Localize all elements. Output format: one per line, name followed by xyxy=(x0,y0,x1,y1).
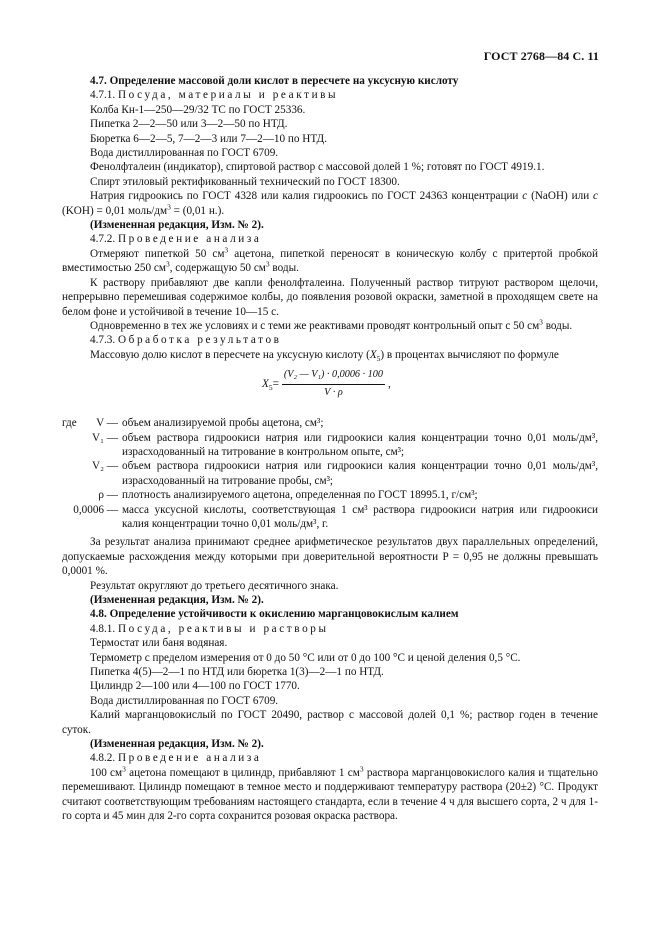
paragraph: К раствору прибавляют две капли фенолфталеина. Полученный раствор титруют раствором щелочи, непрерывно перемешивая содержимое колбы, до появления розовой окраски, заметной в проходящем свете на белом фоне и устойчивой в течение 10—15 с. xyxy=(62,276,598,318)
subsection-heading-4-7-3: 4.7.3. Обработка результатов xyxy=(90,334,282,347)
list-item: Бюретка 6—2—5, 7—2—3 или 7—2—10 по НТД. xyxy=(90,132,327,145)
paragraph: Калий марганцовокислый по ГОСТ 20490, раствор с массовой долей 0,1 %; раствор годен в течение суток. xyxy=(62,709,598,736)
variable-symbol: V₁ — xyxy=(92,431,118,444)
paragraph: Результат округляют до третьего десятичного знака. xyxy=(90,579,339,592)
variable-definitions xyxy=(62,416,598,531)
list-item: Цилиндр 2—100 или 4—100 по ГОСТ 1770. xyxy=(90,680,300,693)
variable-definition xyxy=(62,416,598,430)
naoh-paragraph: Натрия гидроокись по ГОСТ 4328 или калия гидроокись по ГОСТ 24363 концентрации c (NaOH) или c (KOH) = 0,01 моль/$дм^3 = (0,01$ н.). xyxy=(62,190,599,217)
section-heading-4-8: 4.8. Определение устойчивости к окислению марганцовокислым калием xyxy=(90,608,459,621)
list-item: Спирт этиловый ректификованный технический по ГОСТ 18300. xyxy=(90,175,400,188)
variable-definition xyxy=(62,488,598,502)
list-item: Термостат или баня водяная. xyxy=(90,637,228,650)
variable-symbol: V₂ — xyxy=(92,460,118,473)
subsection-heading-4-8-1: 4.8.1. Посуда, реактивы и растворы xyxy=(90,622,329,635)
paragraph: Одновременно в тех же условиях и с теми же реактивами проводят контрольный опыт с 50 $см^3$ воды. xyxy=(90,317,573,332)
revision-note: (Измененная редакция, Изм. № 2). xyxy=(90,594,264,606)
variable-symbol: 0,0006 — xyxy=(73,503,118,516)
paragraph: Отмеряют пипеткой 50 $см^3$ ацетона, пипеткой переносят в коническую колбу с притертой пробкой вместимостью 250 $см^3$, содержащую 50 $см^3$ воды. xyxy=(62,245,598,275)
subsection-heading-4-7-2: 4.7.2. Проведение анализа xyxy=(90,233,262,246)
page-header: ГОСТ 2768—84 С. 11 xyxy=(483,49,599,63)
variable-definition xyxy=(62,431,598,460)
paragraph: Массовую долю кислот в пересчете на уксусную кислоту $(X_5)$ в процентах вычисляют по формуле xyxy=(90,348,559,363)
variable-definition xyxy=(62,459,598,488)
formula-denominator: V · ρ xyxy=(324,386,343,398)
subsection-heading-4-7-1: 4.7.1. Посуда, материалы и реактивы xyxy=(90,89,339,102)
revision-note: (Измененная редакция, Изм. № 2). xyxy=(90,219,264,232)
list-item: Пипетка 2—2—50 или 3—2—50 по НТД. xyxy=(90,118,288,131)
document-body xyxy=(62,74,598,824)
revision-note: (Измененная редакция, Изм. № 2). xyxy=(90,738,264,751)
variable-definition xyxy=(62,503,598,532)
list-item: Пипетка 4(5)—2—1 по НТД или бюретка 1(3)—2—1 по НТД. xyxy=(90,666,384,679)
list-item: Вода дистиллированная по ГОСТ 6709. xyxy=(90,694,279,707)
where-word: где xyxy=(62,417,77,430)
formula-tail: , xyxy=(387,377,391,390)
formula-eq: = xyxy=(272,377,279,390)
variable-text: объем анализируемой пробы ацетона, см³; xyxy=(122,417,324,430)
section-heading-4-7: 4.7. Определение массовой доли кислот в пересчете на уксусную кислоту xyxy=(90,75,459,87)
formula-lhs: $X_5$ xyxy=(262,377,273,393)
variable-text: масса уксусной кислоты, соответствующая 1 см³ раствора гидроокиси натрия или гидроокиси калия концентрации точно 0,01 моль/дм³, г. xyxy=(122,503,598,530)
variable-symbol: ρ — xyxy=(98,489,118,502)
variable-text: объем раствора гидроокиси натрия или гидроокиси калия концентрации точно 0,01 моль/дм³, израсходованный на титрование в контрольном опыте, см³; xyxy=(122,431,598,458)
formula xyxy=(62,366,598,408)
list-item: Фенолфталеин (индикатор), спиртовой раствор с массовой долей 1 %; готовят по ГОСТ 4919.1. xyxy=(90,161,545,174)
list-item: Вода дистиллированная по ГОСТ 6709. xyxy=(90,147,279,160)
variable-symbol: V — xyxy=(96,417,118,430)
paragraph: 100 $см^3$ ацетона помещают в цилиндр, прибавляют 1 $см^3$ раствора марганцовокислого калия и тщательно перемешивают. Цилиндр помещают в темное место и поддерживают температуру раствора (20±2) °С. Продукт считают соответствующим требованиям настоящего стандарта, если в течение 4 ч для высшего сорта, 2 ч для 1-го сорта и 45 мин для 2-го сорта сохранится розовая окраска раствора. xyxy=(62,764,598,823)
subsection-heading-4-8-2: 4.8.2. Проведение анализа xyxy=(90,752,262,765)
variable-text: объем раствора гидроокиси натрия или гидроокиси калия концентрации точно 0,01 моль/дм³, израсходованный на титрование пробы, см³; xyxy=(122,460,598,487)
list-item: Колба Кн-1—250—29/32 ТС по ГОСТ 25336. xyxy=(90,103,306,116)
paragraph: За результат анализа принимают среднее арифметическое результатов двух параллельных определений, допускаемые расхождения между которыми при доверительной вероятности P = 0,95 не должны превышать 0,0001 %. xyxy=(62,536,598,578)
list-item: Термометр с пределом измерения от 0 до 50 °С или от 0 до 100 °С и ценой деления 0,5 °С. xyxy=(90,651,521,664)
formula-fraction xyxy=(282,368,385,400)
variable-text: плотность анализируемого ацетона, определенная по ГОСТ 18995.1, г/см³; xyxy=(122,489,478,502)
formula-numerator: (V₂ — V₁) · 0,0006 · 100 xyxy=(282,368,385,384)
